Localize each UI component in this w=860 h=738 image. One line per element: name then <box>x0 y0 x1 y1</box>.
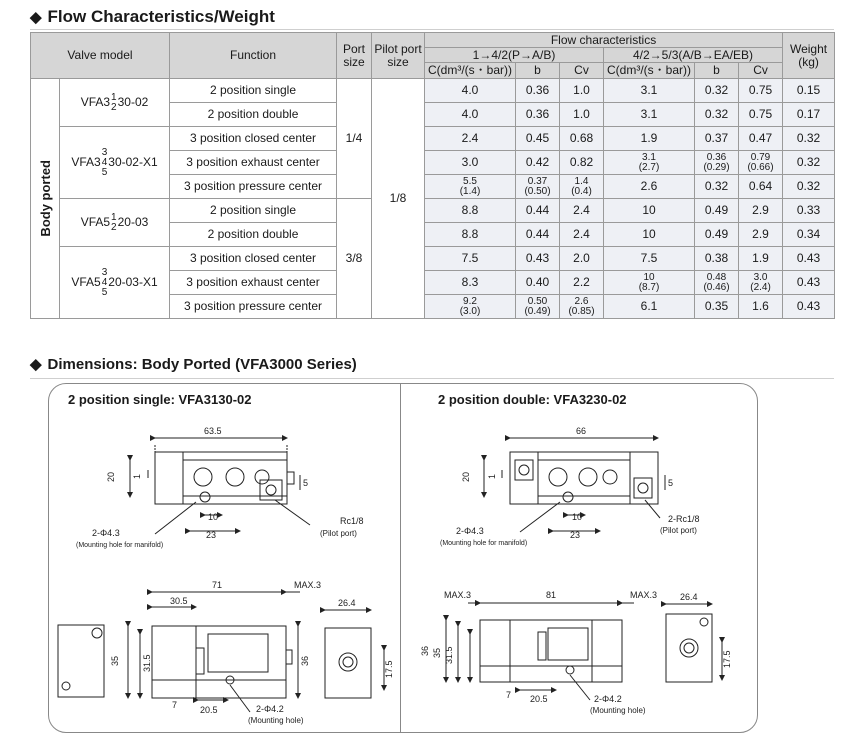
flow-value-alt: (0.66) <box>747 161 774 173</box>
dim-66: 66 <box>576 426 587 436</box>
left-port-end-view <box>325 610 384 698</box>
flow-value: 0.47 <box>748 131 773 145</box>
flow-value: 5.5 <box>463 175 477 187</box>
function-cell: 3 position closed center <box>170 127 337 151</box>
variant-digit: 2 <box>111 101 117 113</box>
valve-model-header: Valve model <box>31 33 170 79</box>
mounting-hole <box>200 492 210 502</box>
diamond-bullet-icon: ◆ <box>30 356 42 373</box>
flow-value: 0.82 <box>569 155 594 169</box>
pilot-port-block <box>260 480 282 500</box>
variant-digit: 1 <box>111 211 117 223</box>
pilot-port-block <box>634 478 652 498</box>
dim-63-5: 63.5 <box>204 426 222 436</box>
dim-7: 7 <box>172 700 178 710</box>
flow-characteristics-header: Flow characteristics <box>425 33 783 48</box>
dim-max3: MAX.3 <box>294 580 322 590</box>
flow-value: 1.6 <box>752 299 769 313</box>
flow-value: 3.0 <box>461 155 479 169</box>
flow-value: 0.32 <box>704 83 729 97</box>
flow-value: 0.32 <box>704 107 729 121</box>
flow-value: 0.37 <box>704 131 729 145</box>
flow-value: 0.35 <box>704 299 729 313</box>
pilot-note: (Pilot port) <box>660 526 697 535</box>
flow-value: 3.1 <box>642 151 656 163</box>
flow-value: 1.9 <box>752 251 769 265</box>
function-cell: 2 position double <box>170 103 337 127</box>
valve-body-outline <box>480 620 622 682</box>
dim-20: 20 <box>461 471 471 482</box>
c-header: C(dm³/(s・bar)) <box>425 63 516 79</box>
dim-10: 10 <box>208 512 219 522</box>
flow-value: 2.9 <box>752 227 769 241</box>
weight-cell: 0.34 <box>783 223 835 247</box>
mount-note: (Mounting hole) <box>590 706 646 715</box>
flow-value: 8.8 <box>461 227 479 241</box>
flow-value-alt: (0.85) <box>568 305 595 317</box>
dim-23: 23 <box>206 530 217 540</box>
weight-label: Weight <box>789 41 828 56</box>
c-header: C(dm³/(s・bar)) <box>604 63 695 79</box>
variant-digit: 4 <box>101 156 108 168</box>
right-side-view <box>446 603 634 700</box>
flow-value: 4.0 <box>461 107 479 121</box>
function-cell: 2 position single <box>170 199 337 223</box>
flow-value: 0.38 <box>704 251 729 265</box>
flow-value-alt: (0.49) <box>524 305 551 317</box>
pilot-port-size-header: Pilot port size <box>372 33 425 79</box>
flow-value: 1.9 <box>640 131 658 145</box>
valve-end-block <box>155 452 183 504</box>
port-circle <box>549 468 567 486</box>
flow-value: 0.40 <box>525 275 550 289</box>
dim-17-5: 17.5 <box>384 660 394 678</box>
flow-value-alt: (0.29) <box>703 161 730 173</box>
flow-value: 0.43 <box>525 251 550 265</box>
weight-cell: 0.43 <box>783 295 835 319</box>
dim-5: 5 <box>668 478 674 488</box>
dim-1: 1 <box>132 473 142 479</box>
valve-body-outline <box>152 626 286 698</box>
flow-value: 2.4 <box>573 203 590 217</box>
variant-digit: 3 <box>101 266 108 278</box>
flow-value: 0.64 <box>748 179 773 193</box>
left-drawing-title: 2 position single: VFA3130-02 <box>68 392 252 407</box>
function-cell: 3 position exhaust center <box>170 271 337 295</box>
flow-value-alt: (3.0) <box>459 305 481 317</box>
dim-26-4: 26.4 <box>680 592 698 602</box>
dim-35: 35 <box>432 647 442 658</box>
flow-value: 0.49 <box>704 227 729 241</box>
variant-digit: 2 <box>111 221 117 233</box>
function-cell: 3 position exhaust center <box>170 151 337 175</box>
flow-value: 0.49 <box>704 203 729 217</box>
b-header: b <box>516 63 560 79</box>
pilot-port-size-cell: 1/8 <box>372 79 425 319</box>
pilot-port-block <box>515 460 533 480</box>
flow-value-alt: (1.4) <box>459 185 481 197</box>
dim-30-5: 30.5 <box>170 596 188 606</box>
model-prefix: VFA5 <box>80 214 111 229</box>
flow-value: 7.5 <box>640 251 658 265</box>
flow-value: 10 <box>643 271 655 283</box>
mount-label: 2-Φ4.3 <box>456 526 484 536</box>
dimensions-title-text: Dimensions: Body Ported (VFA3000 Series) <box>47 355 357 373</box>
weight-cell: 0.32 <box>783 151 835 175</box>
flow-value: 8.8 <box>461 203 479 217</box>
flow-value: 0.68 <box>569 131 594 145</box>
flow-value: 0.79 <box>750 151 771 163</box>
flow-value: 0.45 <box>525 131 550 145</box>
flow-value: 1.0 <box>573 83 590 97</box>
weight-cell: 0.15 <box>783 79 835 103</box>
dim-36: 36 <box>300 655 310 666</box>
flow-value-alt: (0.46) <box>703 281 730 293</box>
right-drawing-title: 2 position double: VFA3230-02 <box>438 392 627 407</box>
flow-value: 0.36 <box>525 107 550 121</box>
port-size-header: Port size <box>337 33 372 79</box>
flow-value: 9.2 <box>463 295 477 307</box>
dim-1: 1 <box>487 473 497 479</box>
flow-value: 3.1 <box>640 83 658 97</box>
dim-10: 10 <box>572 512 583 522</box>
flow-value: 0.32 <box>704 179 729 193</box>
mount-note: (Mounting hole for manifold) <box>440 540 528 547</box>
flow-a-header: 1→4/2(P→A/B) <box>425 48 604 63</box>
dim-26-4: 26.4 <box>338 598 356 608</box>
weight-cell: 0.43 <box>783 271 835 295</box>
variant-digit: 5 <box>101 286 108 298</box>
flow-value-alt: (0.50) <box>524 185 551 197</box>
model-prefix: VFA5 <box>71 274 101 289</box>
dim-35: 35 <box>110 655 120 666</box>
weight-cell: 0.32 <box>783 175 835 199</box>
flow-value: 4.0 <box>461 83 479 97</box>
flow-value: 0.36 <box>525 83 550 97</box>
model-suffix: 20-03-X1 <box>108 274 158 289</box>
mount-note: (Mounting hole for manifold) <box>76 542 164 549</box>
dim-17-5: 17.5 <box>722 650 732 668</box>
weight-unit: (kg) <box>798 54 819 69</box>
model-suffix: 20-03 <box>117 214 149 229</box>
dim-20-5: 20.5 <box>200 705 218 715</box>
cv-header: Cv <box>739 63 783 79</box>
function-cell: 3 position pressure center <box>170 295 337 319</box>
weight-cell: 0.32 <box>783 127 835 151</box>
mount-label: 2-Φ4.2 <box>256 704 284 714</box>
weight-cell: 0.17 <box>783 103 835 127</box>
flow-value: 0.42 <box>525 155 550 169</box>
variant-digit: 3 <box>101 146 108 158</box>
mount-label: 2-Φ4.2 <box>594 694 622 704</box>
function-cell: 2 position double <box>170 223 337 247</box>
flow-value: 0.37 <box>527 175 548 187</box>
model-suffix: 30-02 <box>117 94 149 109</box>
flow-value: 2.4 <box>573 227 590 241</box>
flow-value: 2.4 <box>461 131 479 145</box>
model-prefix: VFA3 <box>80 94 111 109</box>
flow-value: 2.0 <box>573 251 590 265</box>
dim-23: 23 <box>570 530 581 540</box>
function-cell: 3 position pressure center <box>170 175 337 199</box>
mount-note: (Mounting hole) <box>248 716 304 725</box>
dim-36: 36 <box>420 645 430 656</box>
flow-value: 2.2 <box>573 275 590 289</box>
flow-title-text: Flow Characteristics/Weight <box>47 7 275 26</box>
port-circle <box>226 468 244 486</box>
weight-cell: 0.33 <box>783 199 835 223</box>
flow-value-alt: (2.7) <box>638 161 660 173</box>
mount-label: 2-Φ4.3 <box>92 528 120 538</box>
mounting-hole <box>563 492 573 502</box>
flow-b-header: 4/2→5/3(A/B→EA/EB) <box>604 48 783 63</box>
flow-value: 3.0 <box>753 271 768 283</box>
flow-value: 2.9 <box>752 203 769 217</box>
pilot-label: 2-Rc1/8 <box>668 514 700 524</box>
dim-71: 71 <box>212 580 223 590</box>
pilot-label: Rc1/8 <box>340 516 364 526</box>
flow-value-alt: (8.7) <box>638 281 660 293</box>
dim-max3-left: MAX.3 <box>444 590 472 600</box>
function-cell: 3 position closed center <box>170 247 337 271</box>
flow-value: 1.4 <box>574 175 589 187</box>
flow-value: 2.6 <box>574 295 589 307</box>
variant-digit: 1 <box>111 91 117 103</box>
flow-value: 8.3 <box>461 275 479 289</box>
flow-value: 0.75 <box>748 107 773 121</box>
flow-value: 3.1 <box>640 107 658 121</box>
flow-value: 0.75 <box>748 83 773 97</box>
left-end-view <box>58 625 104 697</box>
flow-value: 6.1 <box>640 299 658 313</box>
cv-header: Cv <box>560 63 604 79</box>
port-circle <box>255 470 269 484</box>
mounting-hole <box>566 666 574 674</box>
flow-value: 0.48 <box>706 271 727 283</box>
flow-value-alt: (2.4) <box>750 281 771 293</box>
weight-cell: 0.43 <box>783 247 835 271</box>
dim-20: 20 <box>106 471 116 482</box>
dim-20-5: 20.5 <box>530 694 548 704</box>
flow-value: 0.50 <box>527 295 548 307</box>
b-header: b <box>695 63 739 79</box>
flow-value: 10 <box>642 227 656 241</box>
right-port-end-view <box>666 604 722 682</box>
dim-max3-right: MAX.3 <box>630 590 658 600</box>
model-prefix: VFA3 <box>71 154 101 169</box>
function-cell: 2 position single <box>170 79 337 103</box>
flow-value: 0.44 <box>525 203 550 217</box>
dim-5: 5 <box>303 478 309 488</box>
function-header: Function <box>170 33 337 79</box>
variant-digit: 5 <box>101 166 108 178</box>
flow-value: 2.6 <box>640 179 658 193</box>
flow-value: 1.0 <box>573 107 590 121</box>
dim-7: 7 <box>506 690 512 700</box>
flow-value: 0.36 <box>706 151 727 163</box>
left-side-view <box>128 592 300 712</box>
flow-value: 0.44 <box>525 227 550 241</box>
left-top-view <box>130 438 310 534</box>
pilot-note: (Pilot port) <box>320 529 357 538</box>
model-suffix: 30-02-X1 <box>108 154 158 169</box>
port-size-cell: 1/4 <box>337 79 372 199</box>
dim-31-5: 31.5 <box>444 646 454 664</box>
flow-value: 10 <box>642 203 656 217</box>
dim-81: 81 <box>546 590 557 600</box>
body-ported-label: Body ported <box>37 160 53 237</box>
port-circle <box>194 468 212 486</box>
port-circle <box>579 468 597 486</box>
flow-value: 7.5 <box>461 251 479 265</box>
dim-31-5: 31.5 <box>142 654 152 672</box>
flow-value-alt: (0.4) <box>571 185 592 197</box>
port-size-cell: 3/8 <box>337 199 372 319</box>
diamond-bullet-icon: ◆ <box>30 9 42 26</box>
variant-digit: 4 <box>101 276 108 288</box>
port-circle <box>603 470 617 484</box>
